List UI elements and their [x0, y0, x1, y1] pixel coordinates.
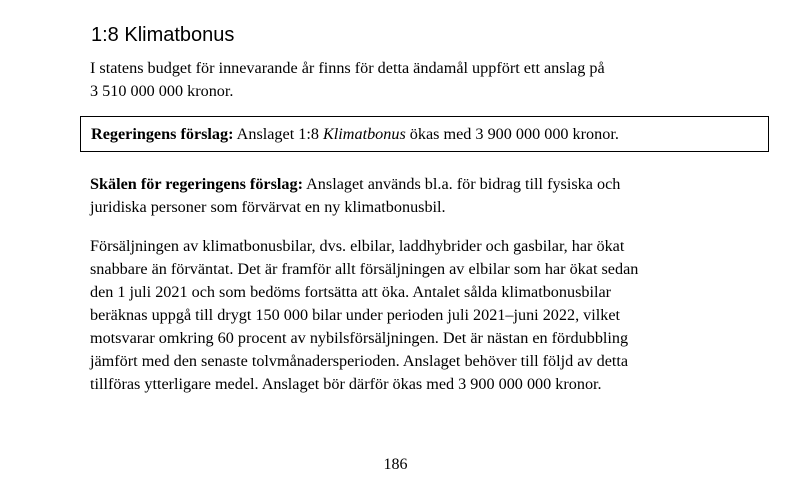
proposal-box	[80, 116, 769, 152]
body-line: snabbare än förväntat. Det är framför allt försäljningen av elbilar som har ökat sedan	[90, 260, 639, 278]
reasons-first-line-rest: Anslaget används bl.a. för bidrag till fysiska och	[302, 175, 621, 193]
proposal-text-after: ökas med 3 900 000 000 kronor.	[405, 125, 619, 143]
intro-line: I statens budget för innevarande år finns för detta ändamål uppfört ett anslag på	[90, 59, 605, 77]
section-heading: 1:8 Klimatbonus	[91, 24, 235, 46]
proposal-label: Regeringens förslag:	[91, 125, 234, 143]
intro-paragraph	[90, 57, 760, 103]
reasons-paragraph	[90, 173, 760, 219]
reasons-line	[90, 173, 760, 196]
body-line: jämfört med den senaste tolvmånadersperioden. Anslaget behöver till följd av detta	[90, 352, 629, 370]
page-number: 186	[383, 456, 408, 473]
body-line: motsvarar omkring 60 procent av nybilsförsäljningen. Det är nästan en fördubbling	[90, 329, 629, 347]
body-line: Försäljningen av klimatbonusbilar, dvs. elbilar, laddhybrider och gasbilar, har ökat	[90, 237, 625, 255]
proposal-text-before: Anslaget 1:8	[233, 125, 323, 143]
body-paragraph	[90, 235, 760, 396]
reasons-line: juridiska personer som förvärvat en ny klimatbonusbil.	[90, 198, 446, 216]
appropriation-name: Klimatbonus	[323, 125, 406, 143]
body-line: den 1 juli 2021 och som bedöms fortsätta att öka. Antalet sålda klimatbonusbilar	[90, 283, 612, 301]
body-line: tillföras ytterligare medel. Anslaget bör därför ökas med 3 900 000 000 kronor.	[90, 375, 602, 393]
proposal-text	[91, 123, 619, 146]
reasons-label: Skälen för regeringens förslag:	[90, 175, 303, 193]
body-line: beräknas uppgå till drygt 150 000 bilar under perioden juli 2021–juni 2022, vilket	[90, 306, 621, 324]
intro-line: 3 510 000 000 kronor.	[90, 82, 234, 100]
